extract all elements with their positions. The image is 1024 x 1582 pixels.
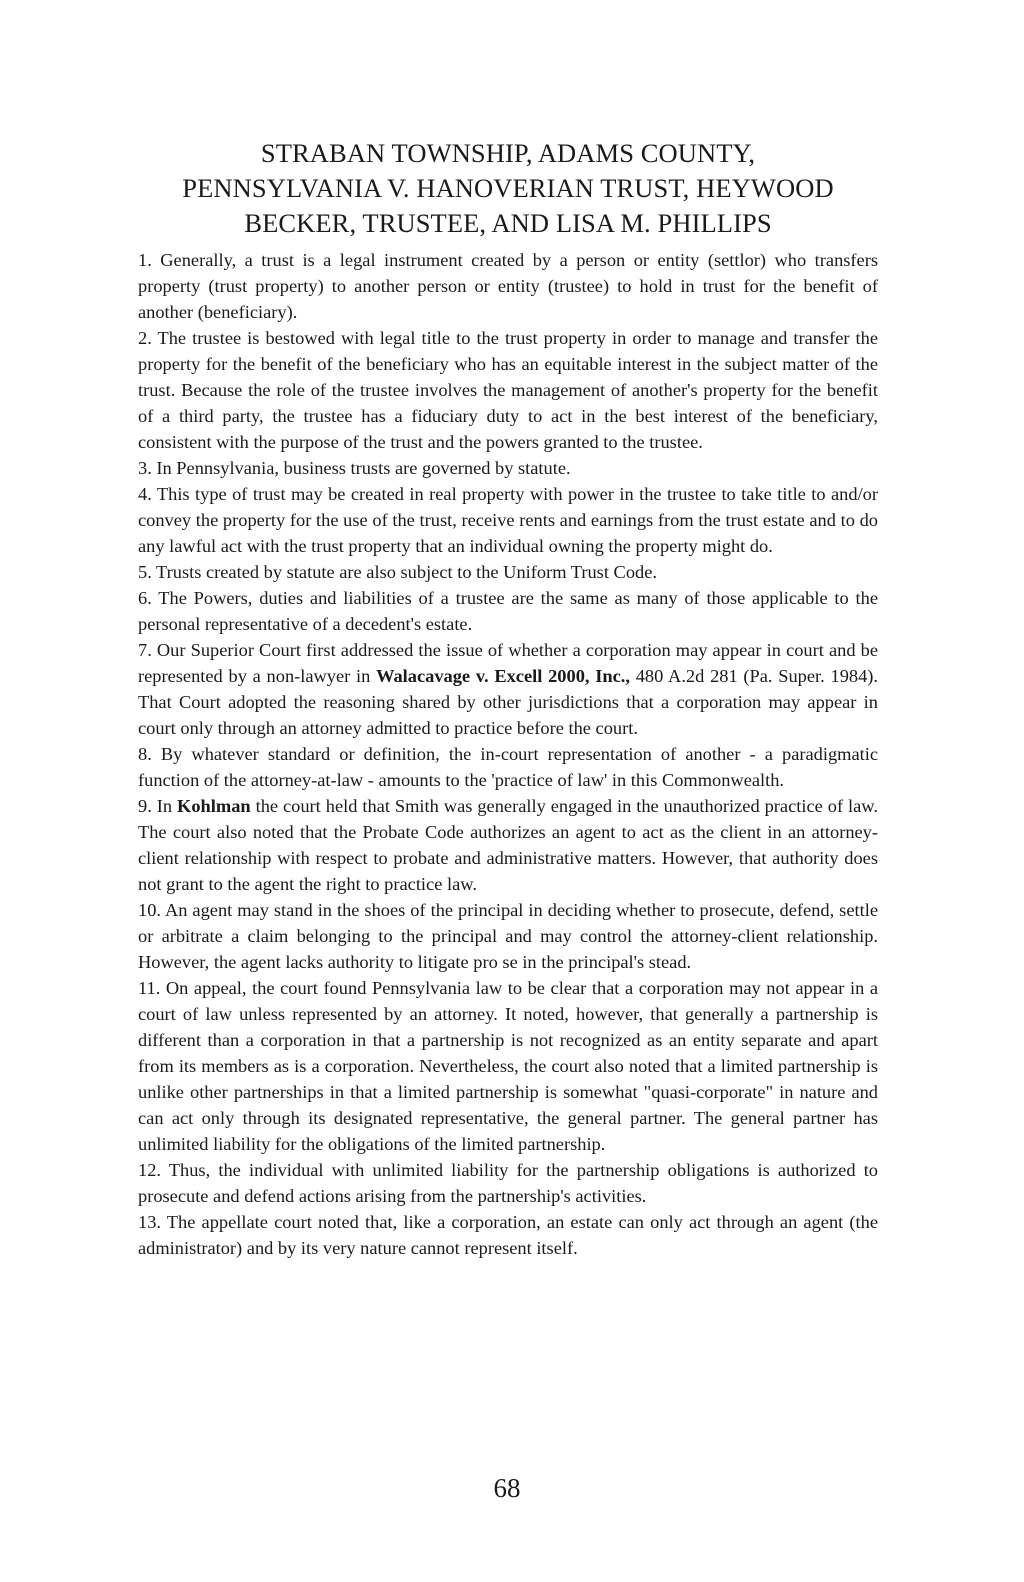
- headnote-10: [138, 897, 878, 975]
- headnote-text: 3. In Pennsylvania, business trusts are governed by statute.: [138, 458, 571, 478]
- headnote-text: 10. An agent may stand in the shoes of the principal in deciding whether to prosecute, defend, settle or arbitrate a claim belonging to the principal and may control the attorney-client relationship. However, the agent lacks authority to litigate pro se in the principal's stead.: [138, 900, 878, 972]
- headnote-7: [138, 637, 878, 741]
- headnote-6: [138, 585, 878, 637]
- headnote-12: [138, 1157, 878, 1209]
- headnote-text: 13. The appellate court noted that, like a corporation, an estate can only act through an agent (the administrator) and by its very nature cannot represent itself.: [138, 1212, 878, 1258]
- headnote-text: 5. Trusts created by statute are also subject to the Uniform Trust Code.: [138, 562, 657, 582]
- case-title-line: BECKER, TRUSTEE, AND LISA M. PHILLIPS: [244, 208, 772, 238]
- headnote-2: [138, 325, 878, 455]
- headnote-9: [138, 793, 878, 897]
- headnotes-list: [138, 247, 878, 1261]
- headnote-text: 7. Our Superior Court first addressed the issue of whether a corporation may appear in court and be represented by a non-lawyer in: [138, 640, 878, 686]
- headnote-text: 480 A.2d 281 (Pa. Super. 1984). That Court adopted the reasoning shared by other jurisdictions that a corporation may appear in court only through an attorney admitted to practice before the court.: [138, 666, 878, 738]
- headnote-text: 8. By whatever standard or definition, the in-court representation of another - a paradigmatic function of the attorney-at-law - amounts to the 'practice of law' in this Commonwealth.: [138, 744, 878, 790]
- headnote-8: [138, 741, 878, 793]
- headnote-text: 4. This type of trust may be created in real property with power in the trustee to take title to and/or convey the property for the use of the trust, receive rents and earnings from the trust estate and to do any lawful act with the trust property that an individual owning the property might do.: [138, 484, 878, 556]
- headnote-text: 12. Thus, the individual with unlimited liability for the partnership obligations is authorized to prosecute and defend actions arising from the partnership's activities.: [138, 1160, 878, 1206]
- case-title-line: PENNSYLVANIA V. HANOVERIAN TRUST, HEYWOOD: [182, 173, 834, 203]
- page-number: 68: [493, 1473, 521, 1503]
- headnote-text: 9. In: [138, 796, 178, 816]
- headnote-text: the court held that Smith was generally engaged in the unauthorized practice of law. The court also noted that the Probate Code authorizes an agent to act as the client in an attorney-client relationship with respect to probate and administrative matters. However, that authority does not grant to the agent the right to practice law.: [138, 796, 878, 894]
- headnote-5: [138, 559, 878, 585]
- headnote-11: [138, 975, 878, 1157]
- case-citation: Kohlman: [177, 796, 251, 816]
- headnote-4: [138, 481, 878, 559]
- document-page: [138, 136, 878, 1261]
- case-citation: Walacavage v. Excell 2000, Inc.,: [376, 666, 630, 686]
- headnote-1: [138, 247, 878, 325]
- case-title-line: STRABAN TOWNSHIP, ADAMS COUNTY,: [260, 138, 756, 168]
- headnote-13: [138, 1209, 878, 1261]
- case-title: [138, 136, 878, 241]
- headnote-text: 11. On appeal, the court found Pennsylvania law to be clear that a corporation may not appear in a court of law unless represented by an attorney. It noted, however, that generally a partnership is different than a corporation in that a partnership is not recognized as an entity separate and apart from its members as is a corporation. Nevertheless, the court also noted that a limited partnership is unlike other partnerships in that a limited partnership is somewhat "quasi-corporate" in nature and can act only through its designated representative, the general partner. The general partner has unlimited liability for the obligations of the limited partnership.: [138, 978, 878, 1154]
- headnote-text: 2. The trustee is bestowed with legal title to the trust property in order to manage and transfer the property for the benefit of the beneficiary who has an equitable interest in the subject matter of the trust. Because the role of the trustee involves the management of another's property for the benefit of a third party, the trustee has a fiduciary duty to act in the best interest of the beneficiary, consistent with the purpose of the trust and the powers granted to the trustee.: [138, 328, 878, 452]
- headnote-text: 1. Generally, a trust is a legal instrument created by a person or entity (settlor) who transfers property (trust property) to another person or entity (trustee) to hold in trust for the benefit of another (beneficiary).: [138, 250, 878, 322]
- headnote-3: [138, 455, 878, 481]
- headnote-text: 6. The Powers, duties and liabilities of a trustee are the same as many of those applicable to the personal representative of a decedent's estate.: [138, 588, 878, 634]
